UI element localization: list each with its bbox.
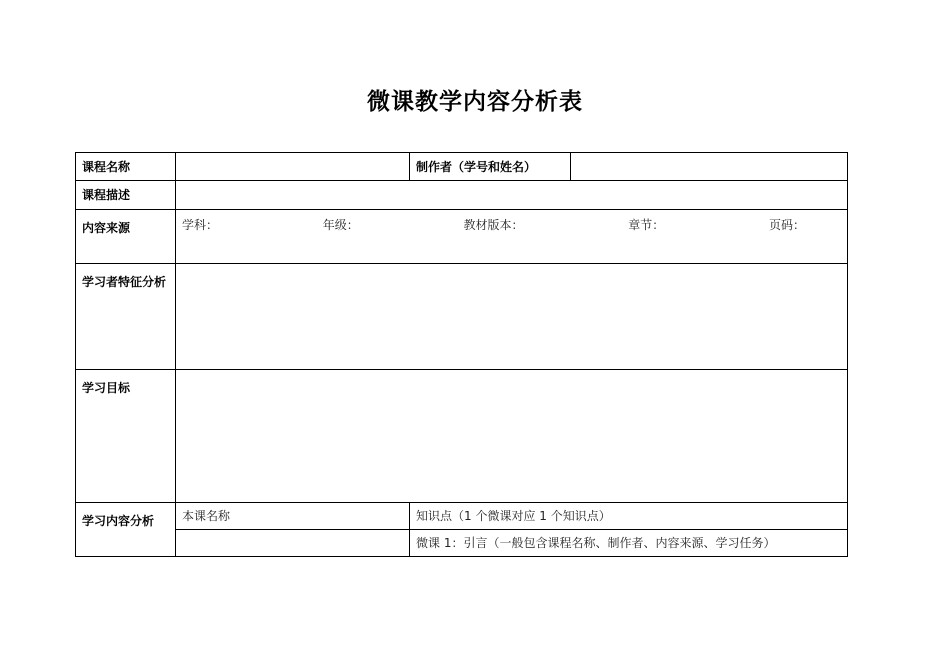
learning-goal-field[interactable] xyxy=(176,370,848,503)
row-learning-goal xyxy=(76,370,848,503)
lesson-name-label: 本课名称 xyxy=(176,503,410,530)
row-content-analysis xyxy=(76,503,848,530)
learner-analysis-field[interactable] xyxy=(176,264,848,370)
page-title: 微课教学内容分析表 xyxy=(367,89,583,115)
source-chapter-label: 章节： xyxy=(628,218,665,232)
content-analysis-table xyxy=(75,152,848,557)
course-desc-field[interactable] xyxy=(176,181,848,210)
source-textbook-label: 教材版本： xyxy=(463,218,524,232)
content-analysis-label: 学习内容分析 xyxy=(76,503,176,557)
source-grade-label: 年级： xyxy=(322,218,359,232)
learning-goal-label: 学习目标 xyxy=(76,370,176,503)
micro-lesson-1-label: 微课 1：引言（一般包含课程名称、制作者、内容来源、学习任务） xyxy=(410,530,848,557)
content-source-field[interactable] xyxy=(176,210,848,264)
source-fields xyxy=(182,215,841,233)
knowledge-point-label: 知识点（1 个微课对应 1 个知识点） xyxy=(410,503,848,530)
row-content-source xyxy=(76,210,848,264)
source-subject-label: 学科： xyxy=(182,218,219,232)
producer-label: 制作者（学号和姓名） xyxy=(410,153,571,181)
course-name-label: 课程名称 xyxy=(76,153,176,181)
content-source-label: 内容来源 xyxy=(76,210,176,264)
row-micro-lesson-1 xyxy=(76,530,848,557)
course-name-field[interactable] xyxy=(176,153,410,181)
learner-analysis-label: 学习者特征分析 xyxy=(76,264,176,370)
source-page-label: 页码： xyxy=(768,218,805,232)
micro-lesson-1-name-field[interactable] xyxy=(176,530,410,557)
row-course-desc xyxy=(76,181,848,210)
course-desc-label: 课程描述 xyxy=(76,181,176,210)
row-course-name xyxy=(76,153,848,181)
row-learner-analysis xyxy=(76,264,848,370)
producer-field[interactable] xyxy=(571,153,848,181)
